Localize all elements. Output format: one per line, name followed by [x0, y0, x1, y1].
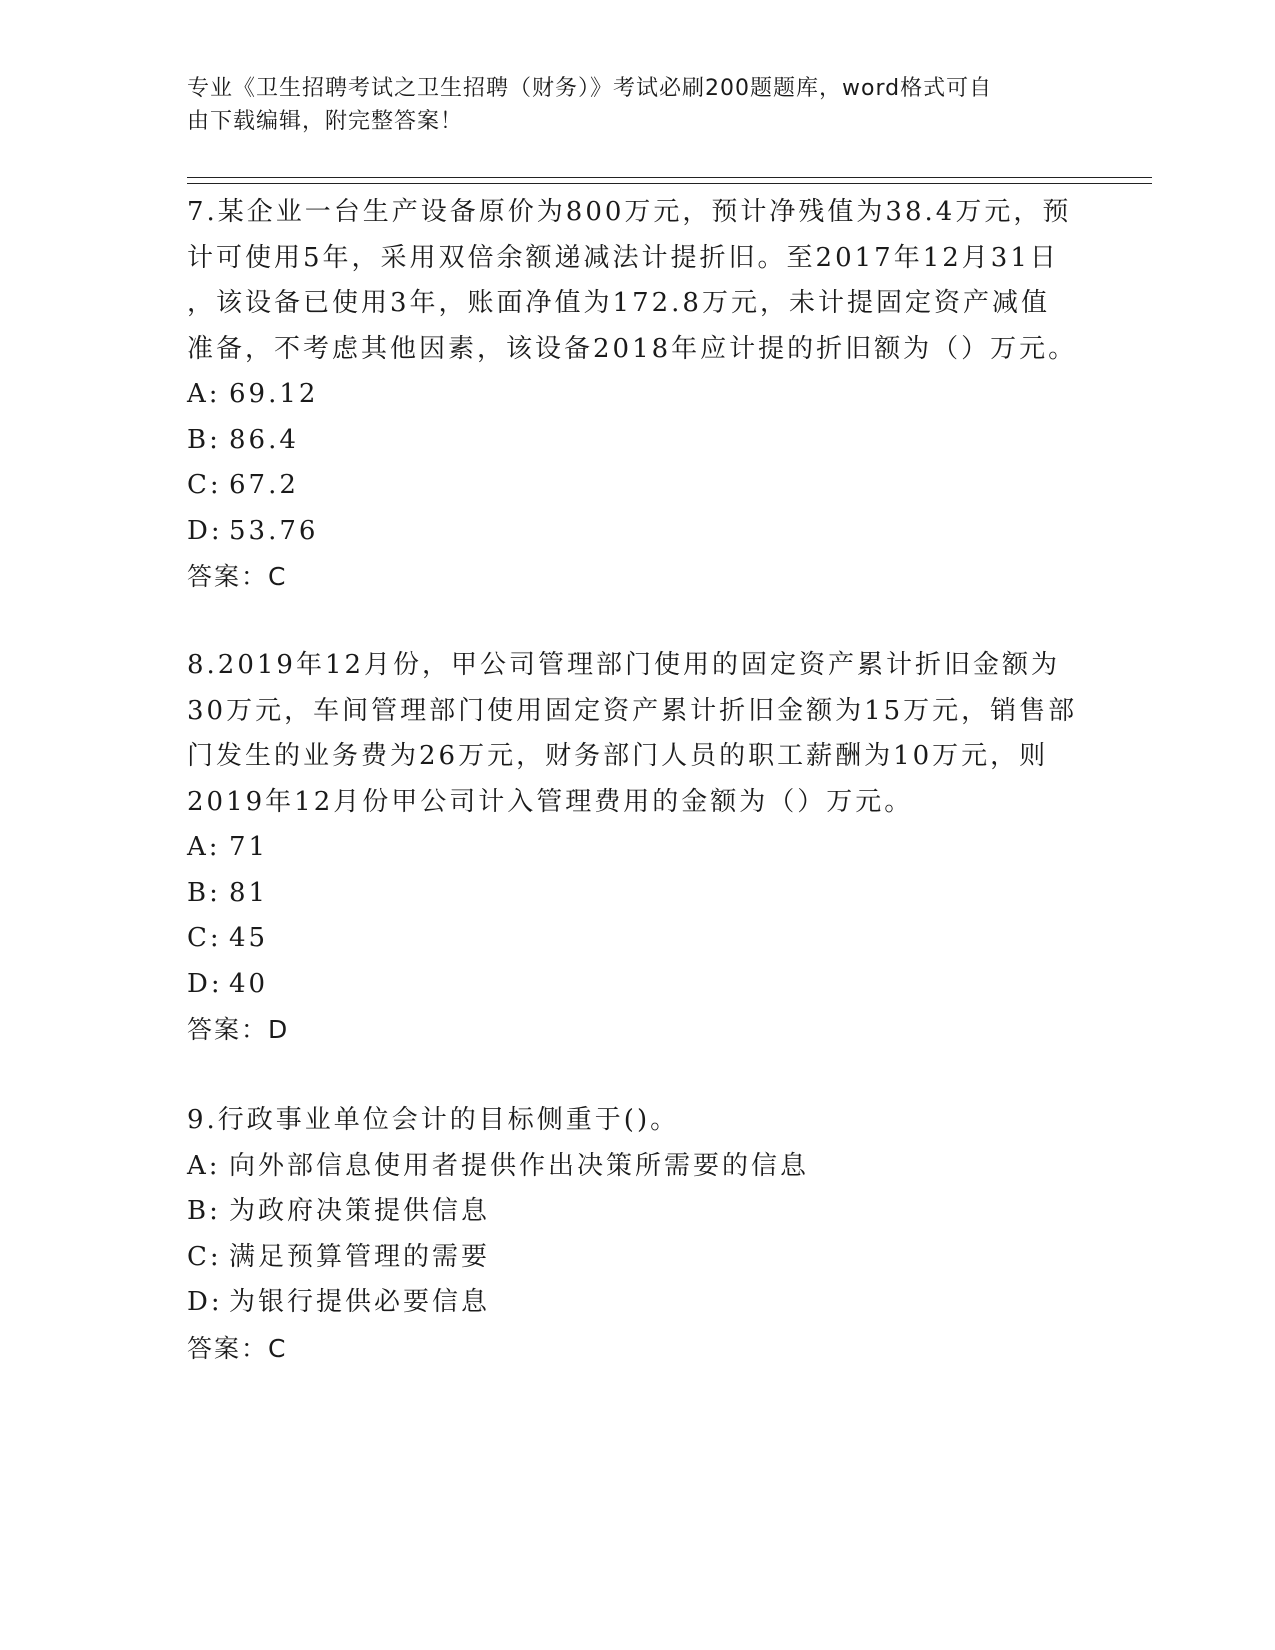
option-key: C: [187, 1241, 222, 1272]
question-8 [187, 643, 1087, 1053]
stem-line: 7.某企业一台生产设备原价为800万元，预计净残值为38.4万元，预 [187, 197, 1072, 227]
question-stem [187, 190, 1087, 372]
stem-line: ，该设备已使用3年，账面净值为172.8万元，未计提固定资产减值 [187, 288, 1050, 318]
option-text: 45 [229, 923, 269, 953]
option-list [187, 825, 1087, 1007]
option-b [187, 1189, 1087, 1235]
stem-line: 8.2019年12月份，甲公司管理部门使用的固定资产累计折旧金额为 [187, 650, 1061, 680]
stem-line: 准备，不考虑其他因素，该设备2018年应计提的折旧额为（）万元。 [187, 333, 1078, 364]
option-key: B: [187, 877, 221, 908]
option-c [187, 463, 1087, 509]
option-text: 向外部信息使用者提供作出决策所需要的信息 [229, 1150, 810, 1181]
header-line-1: 专业《卫生招聘考试之卫生招聘（财务）》考试必刷200题题库，word格式可自 [187, 76, 993, 101]
answer-line: 答案：D [187, 1015, 290, 1044]
option-c [187, 916, 1087, 962]
option-a [187, 825, 1087, 871]
header-divider-top [187, 177, 1152, 178]
option-d [187, 509, 1087, 555]
option-key: B: [187, 1196, 221, 1226]
option-b [187, 871, 1087, 917]
question-stem [187, 1098, 1087, 1144]
option-key: B: [187, 424, 221, 455]
option-c [187, 1235, 1087, 1281]
stem-line: 30万元，车间管理部门使用固定资产累计折旧金额为15万元，销售部 [187, 695, 1078, 726]
question-stem [187, 643, 1087, 825]
stem-line: 计可使用5年，采用双倍余额递减法计提折旧。至2017年12月31日 [187, 242, 1059, 273]
option-key: D: [187, 515, 223, 546]
option-key: A: [187, 832, 221, 862]
option-text: 40 [229, 968, 269, 999]
option-a [187, 1144, 1087, 1190]
option-key: C: [187, 923, 222, 953]
stem-line: 门发生的业务费为26万元，财务部门人员的职工薪酬为10万元，则 [187, 741, 1049, 771]
document-header [187, 72, 1067, 138]
option-text: 81 [229, 877, 269, 908]
option-text: 67.2 [229, 470, 299, 500]
stem-line: 2019年12月份甲公司计入管理费用的金额为（）万元。 [187, 786, 914, 817]
answer-line: 答案：C [187, 1333, 288, 1363]
option-text: 53.76 [229, 515, 319, 546]
option-a [187, 372, 1087, 418]
option-list [187, 1144, 1087, 1326]
option-key: D: [187, 1287, 223, 1317]
answer-line: 答案：C [187, 562, 288, 591]
option-text: 69.12 [229, 379, 319, 409]
option-d [187, 1280, 1087, 1326]
option-d [187, 962, 1087, 1008]
question-9 [187, 1098, 1087, 1371]
option-b [187, 418, 1087, 464]
option-key: A: [187, 1150, 221, 1181]
stem-line: 9.行政事业单位会计的目标侧重于()。 [187, 1105, 680, 1135]
option-text: 为银行提供必要信息 [229, 1287, 491, 1317]
header-line-2: 由下载编辑，附完整答案！ [187, 109, 464, 134]
question-7 [187, 190, 1087, 600]
option-text: 71 [229, 832, 269, 862]
option-text: 为政府决策提供信息 [229, 1196, 491, 1226]
option-key: A: [187, 379, 221, 409]
option-text: 满足预算管理的需要 [229, 1241, 491, 1272]
option-list [187, 372, 1087, 554]
option-key: C: [187, 470, 222, 500]
option-text: 86.4 [229, 424, 299, 455]
option-key: D: [187, 968, 223, 999]
header-divider-bottom [187, 183, 1152, 184]
